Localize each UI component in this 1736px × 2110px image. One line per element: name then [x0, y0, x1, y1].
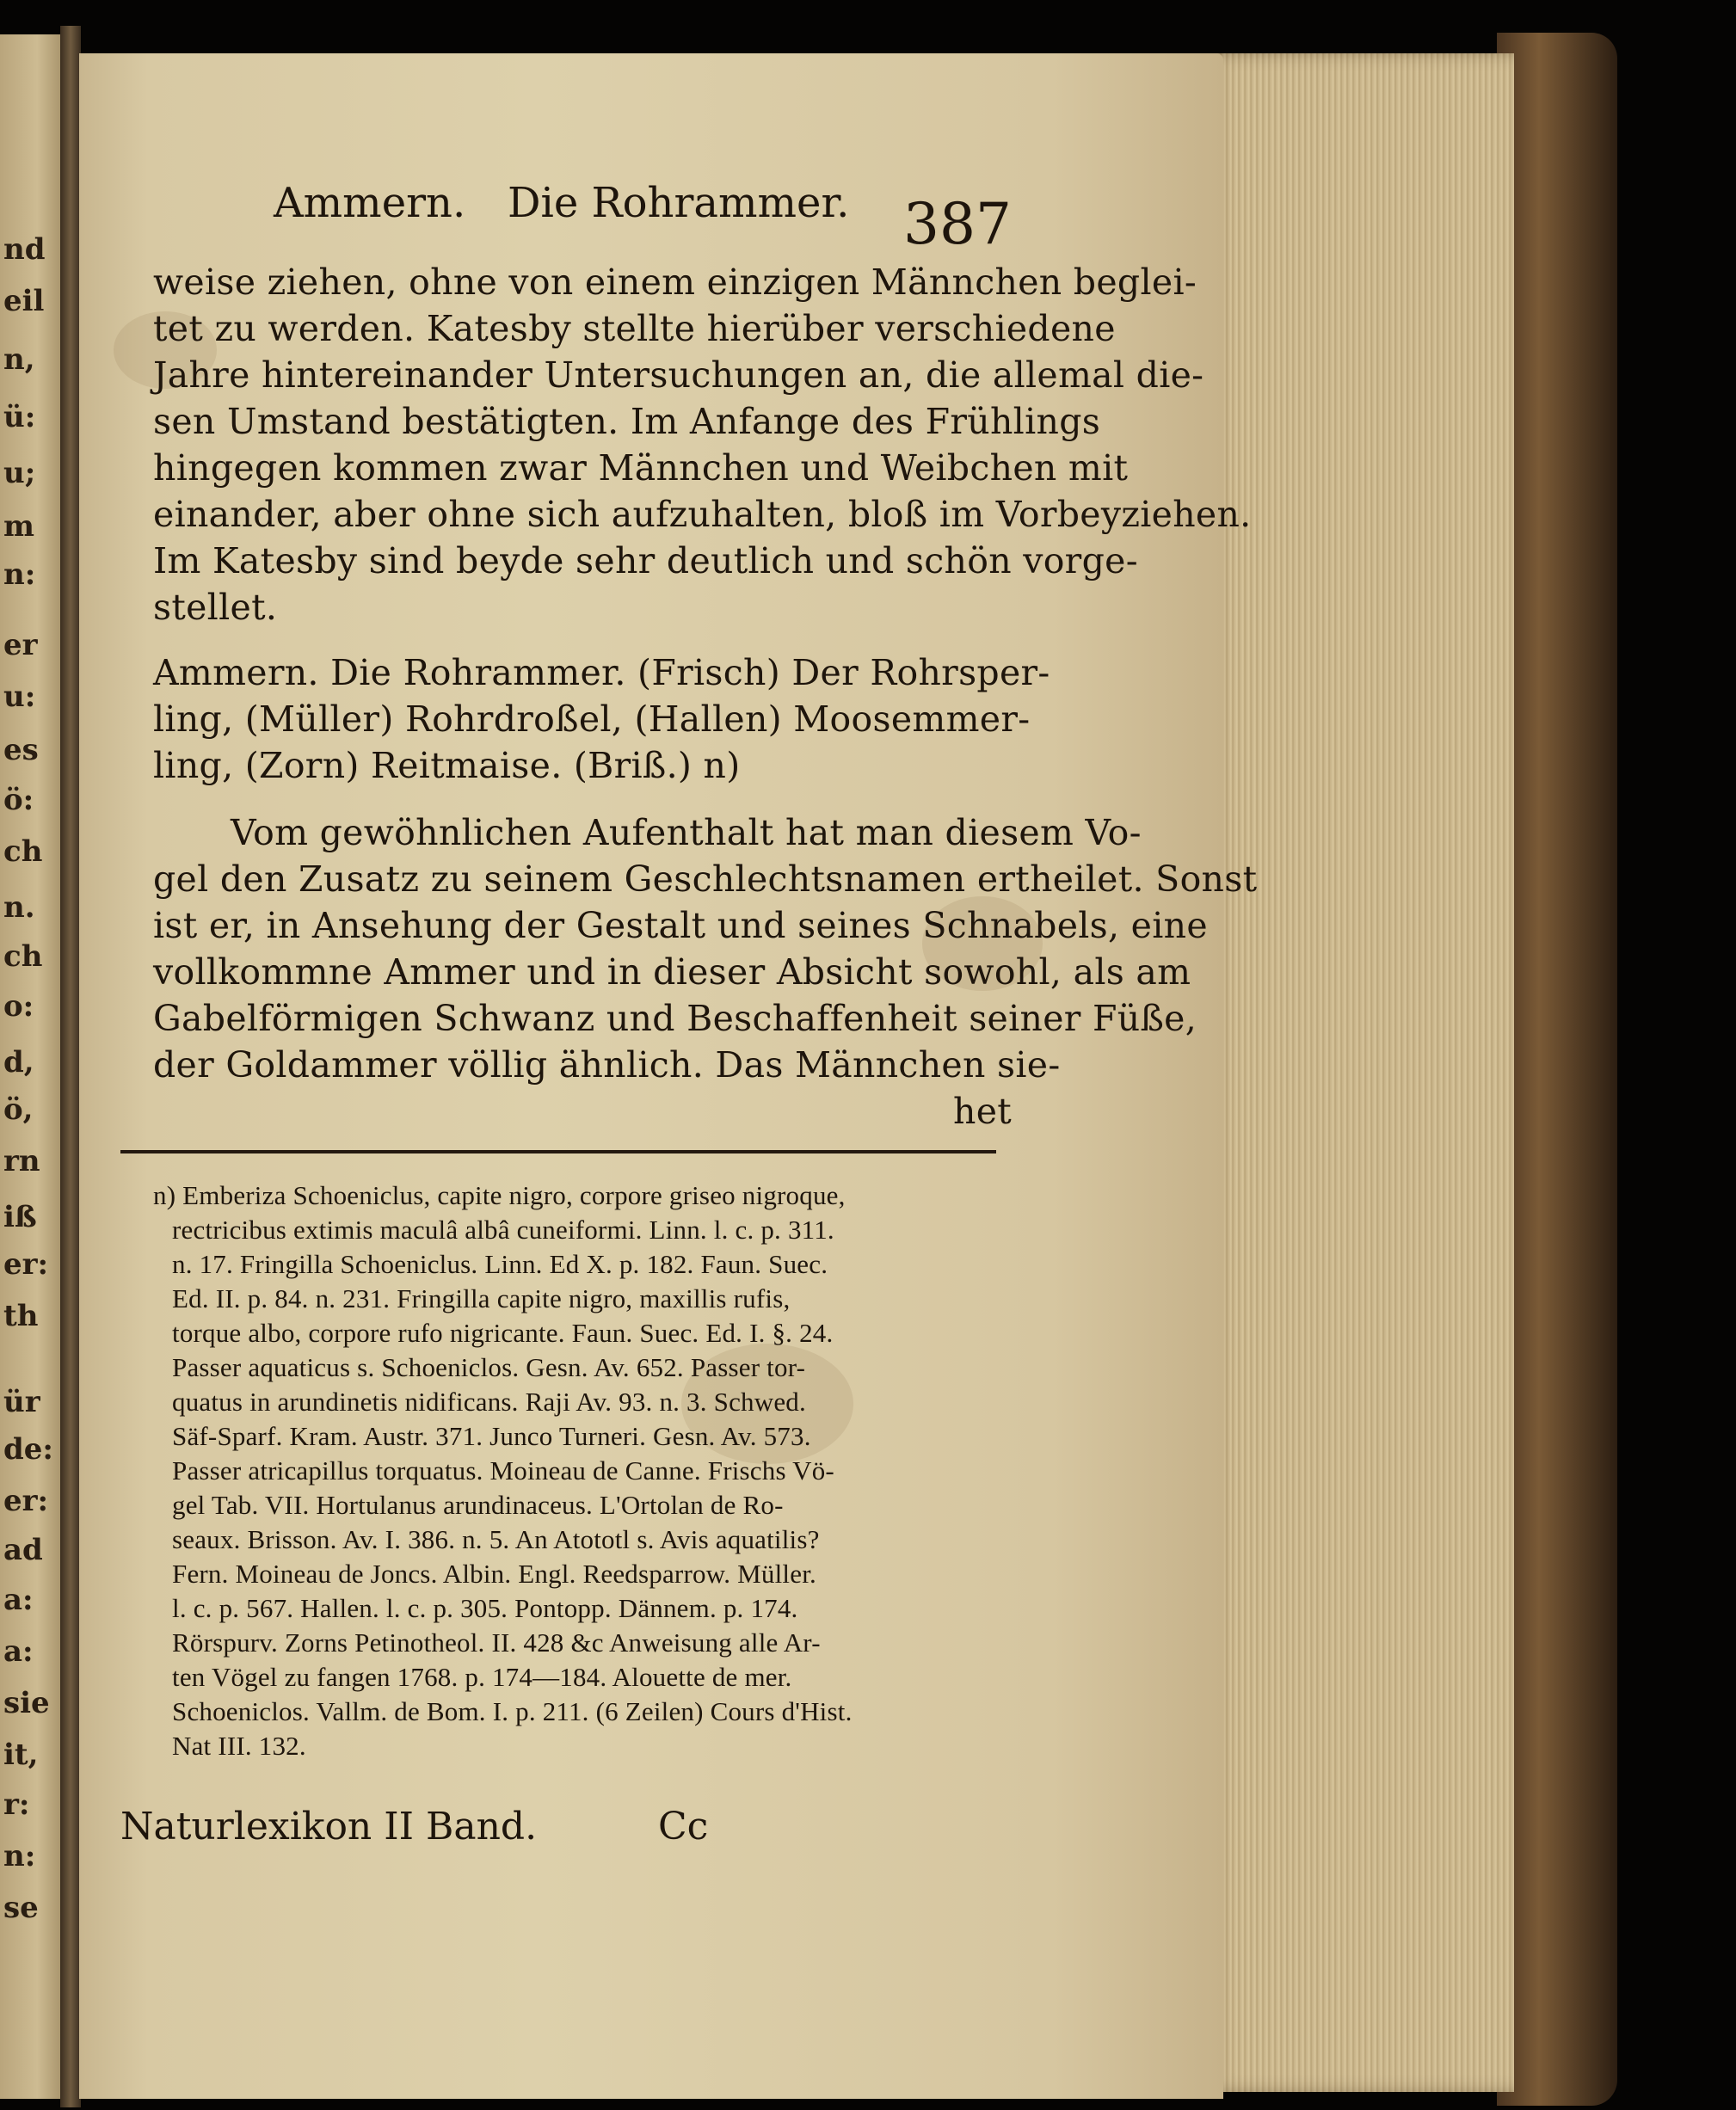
prev-page-fragment: it,	[3, 1738, 39, 1772]
prev-page-fragment: ad	[3, 1533, 43, 1567]
prev-page-fragment: n,	[3, 342, 35, 377]
prev-page-fragment: rn	[3, 1144, 40, 1178]
footnote-line: Schoeniclos. Vallm. de Bom. I. p. 211. (6 Zeilen) Cours d'Hist.	[172, 1696, 853, 1726]
entry-heading-line: ling, (Zorn) Reitmaise. (Briß.) n)	[153, 745, 741, 786]
prev-page-fragment: nd	[3, 232, 46, 267]
prev-page-fragment: th	[3, 1299, 39, 1333]
footnote-line: gel Tab. VII. Hortulanus arundinaceus. L'Ortolan de Ro-	[172, 1490, 784, 1520]
paragraph-line: Vom gewöhnlichen Aufenthalt hat man diesem Vo-	[231, 812, 1142, 853]
prev-page-fragment: ö,	[3, 1092, 34, 1127]
catchword: het	[953, 1091, 1013, 1132]
page-block-edges	[1204, 53, 1514, 2092]
footnote-line: seaux. Brisson. Av. I. 386. n. 5. An Atototl s. Avis aquatilis?	[172, 1524, 820, 1554]
prev-page-fragment: o:	[3, 989, 34, 1024]
running-head-title: Die Rohrammer.	[508, 179, 850, 227]
prev-page-fragment: m	[3, 509, 34, 544]
footnote-line: Nat III. 132.	[172, 1731, 306, 1761]
paragraph-line: der Goldammer völlig ähnlich. Das Männchen sie-	[153, 1044, 1061, 1086]
prev-page-fragment: de:	[3, 1432, 53, 1467]
footnote-line: Fern. Moineau de Joncs. Albin. Engl. Reedsparrow. Müller.	[172, 1559, 816, 1589]
prev-page-fragment: ür	[3, 1385, 40, 1419]
body-line: hingegen kommen zwar Männchen und Weibchen mit	[153, 447, 1129, 489]
body-line: einander, aber ohne sich aufzuhalten, bloß im Vorbeyziehen.	[153, 494, 1252, 535]
signature-mark: Cc	[658, 1805, 709, 1849]
footnote-line: l. c. p. 567. Hallen. l. c. p. 305. Pontopp. Dännem. p. 174.	[172, 1593, 798, 1623]
prev-page-fragment: sie	[3, 1686, 50, 1720]
entry-heading-line: Ammern. Die Rohrammer. (Frisch) Der Rohrsper-	[153, 652, 1050, 693]
prev-page-fragment: r:	[3, 1787, 30, 1822]
prev-page-fragment: er:	[3, 1484, 49, 1518]
book-gutter	[60, 26, 81, 2107]
previous-page-margin-text	[0, 34, 62, 2099]
prev-page-fragment: ö:	[3, 783, 34, 817]
footnote-line: Säf-Sparf. Kram. Austr. 371. Junco Turneri. Gesn. Av. 573.	[172, 1421, 811, 1451]
prev-page-fragment: er:	[3, 1247, 49, 1282]
prev-page-fragment: a:	[3, 1634, 34, 1669]
footnote-line: Passer aquaticus s. Schoeniclos. Gesn. Av. 652. Passer tor-	[172, 1352, 806, 1382]
footnote-line: n. 17. Fringilla Schoeniclus. Linn. Ed X. p. 182. Faun. Suec.	[172, 1249, 828, 1279]
footnote-line: quatus in arundinetis nidificans. Raji Av. 93. n. 3. Schwed.	[172, 1387, 806, 1417]
paragraph-line: ist er, in Ansehung der Gestalt und seines Schnabels, eine	[153, 905, 1208, 946]
footnote-rule	[120, 1150, 996, 1153]
paragraph-line: vollkommne Ammer und in dieser Absicht sowohl, als am	[153, 951, 1191, 993]
prev-page-fragment: n.	[3, 890, 35, 925]
paragraph-line: Gabelförmigen Schwanz und Beschaffenheit seiner Füße,	[153, 998, 1197, 1039]
prev-page-fragment: ü:	[3, 400, 36, 434]
prev-page-fragment: iß	[3, 1200, 37, 1234]
book-cover-edge	[1497, 33, 1617, 2106]
entry-heading-line: ling, (Müller) Rohrdroßel, (Hallen) Moosemmer-	[153, 698, 1031, 740]
paragraph-line: gel den Zusatz zu seinem Geschlechtsnamen ertheilet. Sonst	[153, 858, 1258, 900]
prev-page-fragment: n:	[3, 557, 36, 592]
prev-page-fragment: u:	[3, 680, 36, 714]
footer-volume-title: Naturlexikon II Band.	[120, 1805, 538, 1849]
body-line: Im Katesby sind beyde sehr deutlich und schön vorge-	[153, 540, 1138, 581]
body-line: Jahre hintereinander Untersuchungen an, die allemal die-	[153, 354, 1204, 396]
body-line: weise ziehen, ohne von einem einzigen Männchen beglei-	[153, 261, 1197, 303]
prev-page-fragment: eil	[3, 284, 45, 318]
prev-page-fragment: d,	[3, 1045, 34, 1080]
prev-page-fragment: ch	[3, 939, 43, 974]
prev-page-fragment: es	[3, 733, 39, 767]
footnote-line: rectricibus extimis maculâ albâ cuneiformi. Linn. l. c. p. 311.	[172, 1215, 834, 1245]
footnote-line: Rörspurv. Zorns Petinotheol. II. 428 &c Anweisung alle Ar-	[172, 1627, 821, 1658]
prev-page-fragment: se	[3, 1891, 39, 1925]
body-line: tet zu werden. Katesby stellte hierüber verschiedene	[153, 308, 1116, 349]
running-head-section: Ammern.	[274, 179, 466, 227]
body-line: stellet.	[153, 587, 278, 628]
footnote-line: torque albo, corpore rufo nigricante. Faun. Suec. Ed. I. §. 24.	[172, 1318, 834, 1348]
footnote-line: ten Vögel zu fangen 1768. p. 174—184. Alouette de mer.	[172, 1662, 792, 1692]
prev-page-fragment: er	[3, 628, 38, 662]
footnote-line: n) Emberiza Schoeniclus, capite nigro, corpore griseo nigroque,	[153, 1180, 846, 1210]
page-number: 387	[903, 191, 1012, 257]
body-line: sen Umstand bestätigten. Im Anfange des Frühlings	[153, 401, 1101, 442]
prev-page-fragment: n:	[3, 1839, 36, 1873]
prev-page-fragment: u;	[3, 456, 36, 490]
footnote-line: Ed. II. p. 84. n. 231. Fringilla capite nigro, maxillis rufis,	[172, 1283, 791, 1313]
prev-page-fragment: a:	[3, 1583, 34, 1617]
footnote-line: Passer atricapillus torquatus. Moineau de Canne. Frischs Vö-	[172, 1455, 834, 1486]
prev-page-fragment: ch	[3, 834, 43, 869]
